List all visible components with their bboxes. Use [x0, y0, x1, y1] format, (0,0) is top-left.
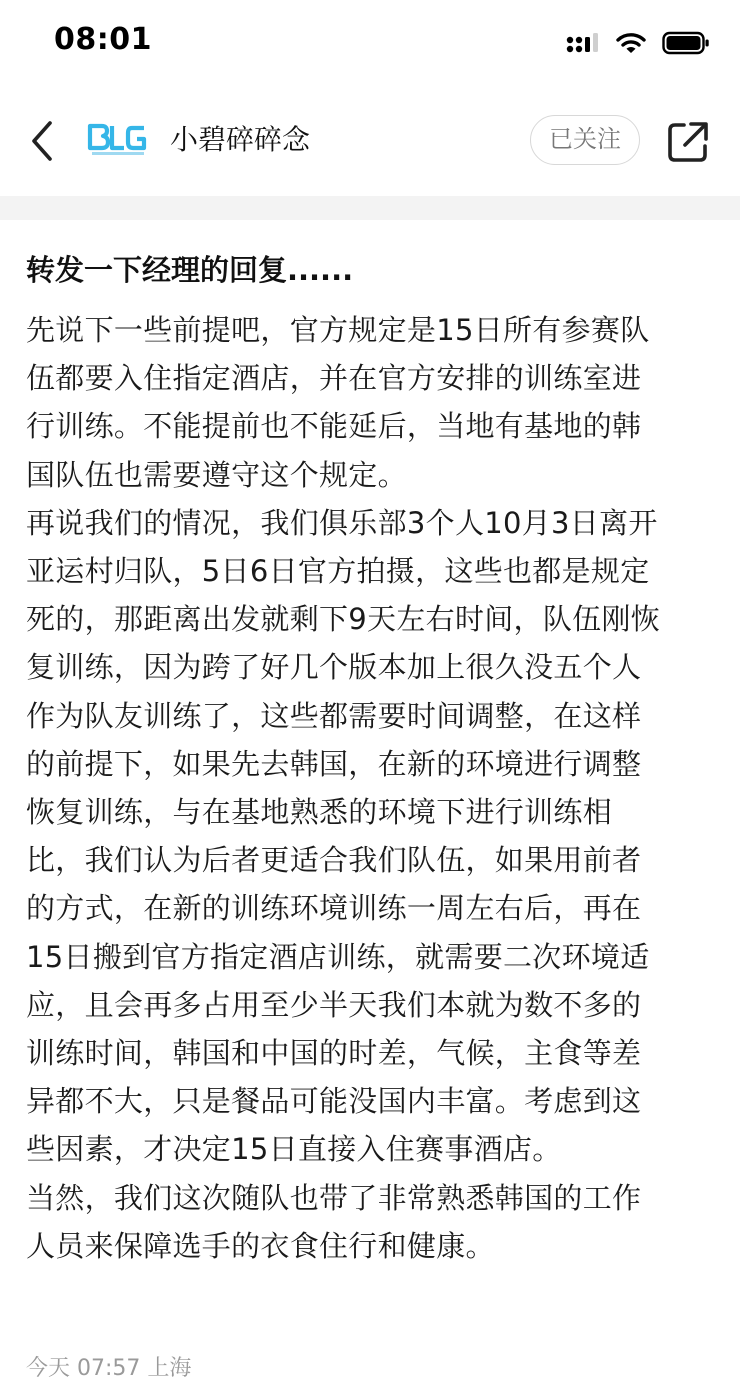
post-line: 比，我们认为后者更适合我们队伍，如果用前者: [26, 843, 642, 878]
section-divider: [0, 196, 740, 220]
post-line: 伍都要入住指定酒店，并在官方安排的训练室进: [26, 361, 642, 396]
post-line: 恢复训练，与在基地熟悉的环境下进行训练相: [26, 795, 613, 830]
blg-logo[interactable]: [86, 120, 150, 160]
post-line: 行训练。不能提前也不能延后，当地有基地的韩: [26, 409, 642, 444]
chevron-left-icon: [28, 119, 56, 163]
post-meta: 今天 07:57 上海: [26, 1356, 192, 1381]
post-line: 应，且会再多占用至少半天我们本就为数不多的: [26, 987, 642, 1022]
post-line: 再说我们的情况，我们俱乐部3个人10月3日离开: [26, 505, 658, 540]
nav-bar: [0, 86, 740, 196]
share-button[interactable]: [664, 118, 712, 166]
post-line: 亚运村归队，5日6日官方拍摄，这些也都是规定: [26, 554, 650, 589]
post-line: 的方式，在新的训练环境训练一周左右后，再在: [26, 891, 642, 926]
post-line: 的前提下，如果先去韩国，在新的环境进行调整: [26, 746, 642, 781]
post-line: 死的，那距离出发就剩下9天左右时间，队伍刚恢: [26, 602, 661, 637]
status-bar: [0, 0, 740, 86]
wifi-icon: [616, 32, 646, 54]
post-line: 作为队友训练了，这些都需要时间调整，在这样: [26, 698, 642, 733]
post-line: 些因素，才决定15日直接入住赛事酒店。: [26, 1132, 562, 1167]
post-line: 15日搬到官方指定酒店训练，就需要二次环境适: [26, 939, 650, 974]
post-line: 国队伍也需要遵守这个规定。: [26, 457, 407, 492]
battery-icon: [662, 31, 710, 55]
status-icons: [566, 30, 710, 56]
post-title: 转发一下经理的回复......: [26, 253, 354, 287]
post-line: 先说下一些前提吧，官方规定是15日所有参赛队: [26, 313, 650, 347]
back-button[interactable]: [20, 116, 64, 166]
post-line: 训练时间，韩国和中国的时差，气候，主食等差: [26, 1036, 642, 1071]
post-line: 人员来保障选手的衣食住行和健康。: [26, 1228, 495, 1263]
nav-title[interactable]: 小碧碎碎念: [170, 123, 311, 156]
share-icon: [664, 118, 712, 166]
post-line: 异都不大，只是餐品可能没国内丰富。考虑到这: [26, 1084, 642, 1119]
signal-icon: [566, 32, 600, 54]
post-line: 复训练，因为跨了好几个版本加上很久没五个人: [26, 650, 642, 685]
status-time: 08:01: [54, 22, 152, 57]
follow-button[interactable]: 已关注: [530, 115, 640, 165]
post-body: [26, 306, 726, 1270]
post-line: 当然，我们这次随队也带了非常熟悉韩国的工作: [26, 1180, 642, 1215]
